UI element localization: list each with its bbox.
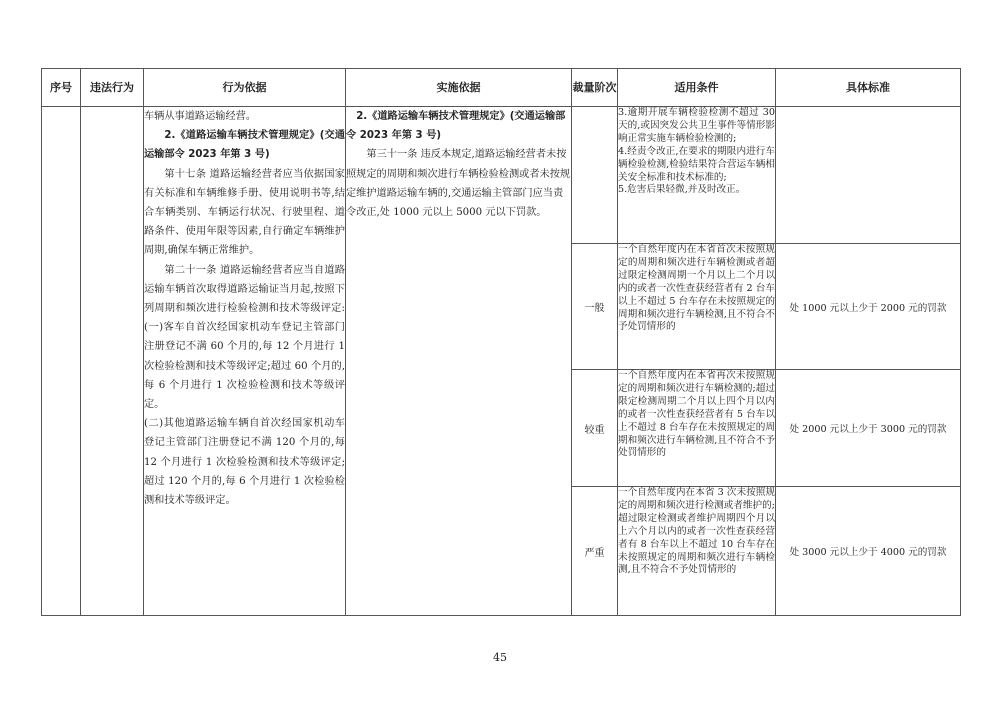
table-row bbox=[42, 107, 961, 244]
header-implementation: 实施依据 bbox=[346, 69, 572, 107]
basis-article-17: 第十七条 道路运输经营者应当依据国家有关标准和车辆维修手册、使用说明书等,结合车辆类别、车辆运行状况、行驶里程、道路条件、使用年限等因素,自行确定车辆维护周期,确保车辆正常维护。 bbox=[144, 168, 345, 257]
level-cell: 一般 bbox=[572, 244, 618, 370]
basis-article-21-item-2: (二)其他道路运输车辆自首次经国家机动车登记主管部门注册登记不满 120 个月的,每 12 个月进行 1 次检验检测和技术等级评定;超过 120 个月的,每 6 个月进行 1 次检验检测和技术等级评定。 bbox=[144, 418, 345, 507]
basis-cell bbox=[144, 107, 346, 616]
conditions-cell bbox=[618, 487, 776, 616]
standard-cell: 处 2000 元以上少于 3000 元的罚款 bbox=[776, 370, 961, 487]
implementation-cell bbox=[346, 107, 572, 616]
conditions-cell bbox=[618, 244, 776, 370]
implementation-regulation-title: 2.《道路运输车辆技术管理规定》(交通运输部令 2023 年第 3 号) bbox=[346, 111, 566, 142]
level-cell bbox=[572, 107, 618, 244]
implementation-article-31: 第三十一条 违反本规定,道路运输经营者未按照规定的周期和频次进行车辆检验检测或者未按规定维护道路运输车辆的,交通运输主管部门应当责令改正,处 1000 元以上 5000 元以下罚款。 bbox=[346, 149, 571, 219]
standard-cell bbox=[776, 107, 961, 244]
header-basis: 行为依据 bbox=[144, 69, 346, 107]
condition-item: 一个自然年度内在本省首次未按照规定的周期和频次进行车辆检测或者超过限定检测周期一个月以上二个月以内的或者一次性查获经营者有 2 台车以上不超过 5 台车存在未按照规定的周期和频次进行车辆检测,且不符合不予处罚情形的 bbox=[618, 244, 775, 333]
standard-cell: 处 1000 元以上少于 2000 元的罚款 bbox=[776, 244, 961, 370]
conditions-cell bbox=[618, 370, 776, 487]
basis-regulation-title: 2.《道路运输车辆技术管理规定》(交通运输部令 2023 年第 3 号) bbox=[144, 130, 345, 161]
page-number: 45 bbox=[493, 651, 507, 664]
header-conditions: 适用条件 bbox=[618, 69, 776, 107]
no-cell bbox=[42, 107, 81, 616]
condition-item: 5.危害后果轻微,并及时改正。 bbox=[618, 184, 746, 196]
basis-continuation: 车辆从事道路运输经营。 bbox=[144, 111, 257, 122]
violation-cell bbox=[81, 107, 144, 616]
header-standard: 具体标准 bbox=[776, 69, 961, 107]
enforcement-table bbox=[41, 68, 961, 616]
standard-cell: 处 3000 元以上少于 4000 元的罚款 bbox=[776, 487, 961, 616]
condition-item: 一个自然年度内在本省再次未按照规定的周期和频次进行车辆检测的;超过限定检测周期二个月以上四个月以内的或者一次性查获经营者有 5 台车以上不超过 8 台车存在未按照规定的周期和频次进行车辆检测,且不符合不予处罚情形的 bbox=[618, 370, 775, 459]
header-row bbox=[42, 69, 961, 107]
header-no: 序号 bbox=[42, 69, 81, 107]
level-cell: 严重 bbox=[572, 487, 618, 616]
header-level: 裁量阶次 bbox=[572, 69, 618, 107]
condition-item: 一个自然年度内在本省 3 次未按照规定的周期和频次进行检测或者维护的;超过限定检测或者维护周期四个月以上六个月以内的或者一次性查获经营者有 8 台车以上不超过 10 台车存在未按照规定的周期和频次进行车辆检测,且不符合不予处罚情形的 bbox=[618, 487, 775, 576]
condition-item: 3.逾期开展车辆检验检测不超过 30 天的,或因突发公共卫生事件等情形影响正常实施车辆检验检测的; bbox=[618, 107, 775, 144]
condition-item: 4.经责令改正,在要求的期限内进行车辆检验检测,检验结果符合营运车辆相关安全标准和技术标准的; bbox=[618, 145, 775, 183]
level-cell: 较重 bbox=[572, 370, 618, 487]
header-violation: 违法行为 bbox=[81, 69, 144, 107]
conditions-cell bbox=[618, 107, 776, 244]
basis-article-21: 第二十一条 道路运输经营者应当自道路运输车辆首次取得道路运输证当月起,按照下列周期和频次进行检验检测和技术等级评定:(一)客车自首次经国家机动车登记主管部门注册登记不满 60 个月的,每 12 个月进行 1 次检验检测和技术等级评定;超过 60 个月的,每 6 个月进行 1 次检验检测和技术等级评定。 bbox=[144, 264, 345, 411]
